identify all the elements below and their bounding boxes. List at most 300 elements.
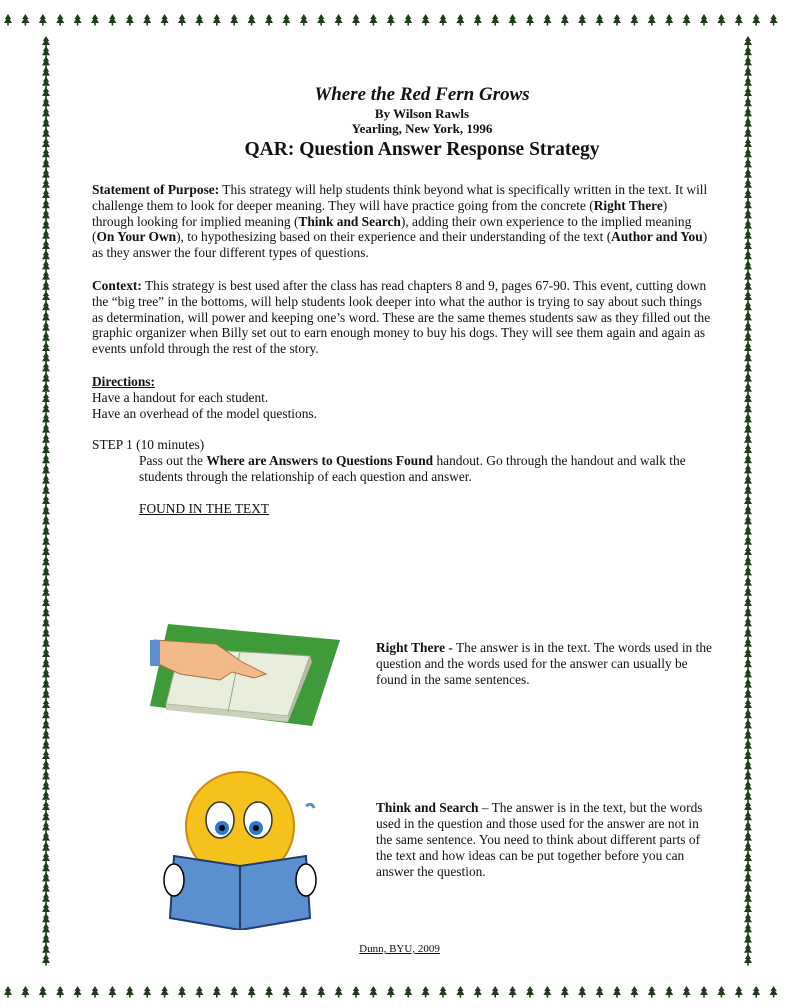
tree-icon	[42, 260, 50, 272]
tree-icon	[744, 138, 752, 150]
tree-icon	[42, 821, 50, 833]
tree-icon	[744, 719, 752, 731]
tree-icon	[744, 811, 752, 823]
tree-icon	[744, 903, 752, 915]
tree-icon	[42, 679, 50, 691]
tree-icon	[42, 220, 50, 232]
tree-icon	[42, 128, 50, 140]
purpose-text-1: This strategy will help students think beyond what is specifically written in the text. It will challenge them to look for deeper meaning. They will have practice going from the concrete (	[92, 182, 708, 213]
tree-icon	[744, 485, 752, 497]
tree-icon	[744, 393, 752, 405]
tree-icon	[317, 986, 325, 998]
tree-icon	[42, 322, 50, 334]
tree-icon	[42, 597, 50, 609]
tree-icon	[42, 689, 50, 701]
purpose-text-2: ) through looking for implied meaning (	[92, 197, 668, 229]
tree-icon	[42, 209, 50, 221]
tree-icon	[596, 14, 604, 26]
tree-icon	[744, 240, 752, 252]
tree-icon	[56, 986, 64, 998]
author-byline: By Wilson Rawls	[374, 106, 470, 121]
tree-icon	[42, 230, 50, 242]
tree-icon	[42, 536, 50, 548]
tree-icon	[42, 271, 50, 283]
tree-icon	[335, 14, 343, 26]
tree-icon	[282, 14, 290, 26]
tree-icon	[744, 424, 752, 436]
tree-icon	[42, 709, 50, 721]
tree-icon	[42, 556, 50, 568]
tree-icon	[744, 577, 752, 589]
tree-icon	[42, 903, 50, 915]
tree-icon	[744, 56, 752, 68]
tree-icon	[230, 14, 238, 26]
tree-icon	[369, 986, 377, 998]
tree-icon	[42, 107, 50, 119]
tree-icon	[543, 986, 551, 998]
tree-icon	[42, 383, 50, 395]
tree-icon	[665, 986, 673, 998]
tree-icon	[42, 393, 50, 405]
tree-icon	[42, 250, 50, 262]
tree-icon	[648, 14, 656, 26]
tree-icon	[42, 505, 50, 517]
tree-icon	[630, 14, 638, 26]
step-1-text-1: Pass out the	[139, 453, 207, 469]
tree-icon	[744, 169, 752, 181]
tree-icon	[42, 169, 50, 181]
tree-icon	[700, 986, 708, 998]
tree-icon	[42, 842, 50, 854]
tree-icon	[42, 424, 50, 436]
tree-icon	[42, 730, 50, 742]
tree-icon	[744, 781, 752, 793]
tree-icon	[744, 464, 752, 476]
tree-icon	[744, 189, 752, 201]
tree-icon	[474, 14, 482, 26]
right-there-text: The answer is in the text. The words used in the question and the words used for the answer can usually be found in the same sentences.	[376, 640, 712, 687]
tree-icon	[42, 638, 50, 650]
tree-icon	[744, 311, 752, 323]
tree-icon	[578, 14, 586, 26]
tree-icon	[42, 668, 50, 680]
tree-icon	[744, 628, 752, 640]
purpose-label: Statement of Purpose:	[92, 182, 220, 197]
tree-icon	[744, 158, 752, 170]
tree-icon	[42, 281, 50, 293]
tree-icon	[422, 14, 430, 26]
tree-icon	[613, 986, 621, 998]
tree-icon	[42, 464, 50, 476]
context-paragraph	[92, 278, 712, 357]
purpose-author-and-you: Author and You	[611, 229, 703, 245]
tree-icon	[42, 577, 50, 589]
tree-icon	[42, 485, 50, 497]
tree-icon	[744, 597, 752, 609]
purpose-on-your-own: On Your Own	[96, 229, 177, 245]
tree-icon	[143, 986, 151, 998]
tree-icon	[108, 14, 116, 26]
tree-icon	[42, 607, 50, 619]
tree-icon	[352, 14, 360, 26]
tree-icon	[744, 842, 752, 854]
tree-icon	[178, 986, 186, 998]
tree-icon	[248, 14, 256, 26]
tree-icon	[42, 352, 50, 364]
tree-icon	[265, 986, 273, 998]
tree-icon	[317, 14, 325, 26]
tree-icon	[491, 986, 499, 998]
tree-icon	[744, 46, 752, 58]
tree-icon	[91, 14, 99, 26]
tree-icon	[265, 14, 273, 26]
tree-icon	[648, 986, 656, 998]
tree-icon	[744, 97, 752, 109]
tree-icon	[42, 852, 50, 864]
tree-icon	[300, 14, 308, 26]
tree-icon	[42, 515, 50, 527]
tree-icon	[744, 413, 752, 425]
tree-icon	[744, 199, 752, 211]
tree-icon	[744, 770, 752, 782]
tree-icon	[744, 250, 752, 262]
tree-icon	[42, 781, 50, 793]
tree-icon	[744, 260, 752, 272]
tree-icon	[744, 760, 752, 772]
tree-icon	[561, 986, 569, 998]
tree-icon	[744, 709, 752, 721]
tree-icon	[178, 14, 186, 26]
tree-icon	[744, 546, 752, 558]
tree-icon	[42, 291, 50, 303]
tree-icon	[744, 332, 752, 344]
tree-icon	[596, 986, 604, 998]
tree-icon	[195, 986, 203, 998]
tree-icon	[744, 362, 752, 374]
tree-icon	[42, 475, 50, 487]
tree-icon	[744, 954, 752, 966]
tree-icon	[42, 56, 50, 68]
tree-icon	[561, 14, 569, 26]
tree-icon	[744, 587, 752, 599]
tree-icon	[744, 281, 752, 293]
tree-icon	[42, 240, 50, 252]
tree-icon	[42, 67, 50, 79]
directions-line-1: Have a handout for each student.	[92, 389, 269, 405]
tree-border-bottom	[0, 976, 799, 1008]
tree-icon	[683, 14, 691, 26]
directions-heading: Directions:	[92, 373, 155, 389]
tree-icon	[42, 444, 50, 456]
tree-icon	[744, 230, 752, 242]
context-text: This strategy is best used after the class has read chapters 8 and 9, pages 67-90. This event, cutting down the “big tree” in the bottoms, will help students look deeper into what the author is trying to say about such things as determination, will power and keeping one’s word. These are the same themes students saw as they filled out the graphic organizer when Billy set out to earn enough money to buy his dogs. They will see them again and again as events unfold through the rest of the story.	[92, 277, 711, 357]
tree-icon	[744, 352, 752, 364]
tree-icon	[744, 638, 752, 650]
tree-icon	[42, 913, 50, 925]
tree-icon	[744, 607, 752, 619]
tree-icon	[387, 986, 395, 998]
tree-icon	[744, 434, 752, 446]
tree-icon	[744, 148, 752, 160]
step-1-instructions	[92, 453, 712, 485]
tree-icon	[744, 454, 752, 466]
tree-icon	[143, 14, 151, 26]
tree-icon	[744, 179, 752, 191]
tree-icon	[42, 301, 50, 313]
tree-icon	[543, 14, 551, 26]
tree-icon	[744, 821, 752, 833]
publisher-line: Yearling, New York, 1996	[351, 121, 493, 136]
tree-icon	[42, 97, 50, 109]
context-label: Context:	[92, 277, 142, 293]
tree-icon	[744, 913, 752, 925]
tree-icon	[744, 617, 752, 629]
tree-icon	[744, 67, 752, 79]
tree-icon	[474, 986, 482, 998]
right-there-description	[376, 640, 716, 688]
tree-icon	[439, 986, 447, 998]
tree-icon	[717, 14, 725, 26]
right-there-label: Right There -	[376, 640, 453, 655]
directions-line-2: Have an overhead of the model questions.	[92, 405, 317, 421]
tree-icon	[248, 986, 256, 998]
tree-icon	[744, 740, 752, 752]
tree-icon	[91, 986, 99, 998]
tree-icon	[744, 801, 752, 813]
tree-icon	[717, 986, 725, 998]
tree-icon	[42, 179, 50, 191]
tree-icon	[42, 546, 50, 558]
tree-icon	[744, 383, 752, 395]
tree-icon	[404, 986, 412, 998]
tree-icon	[439, 14, 447, 26]
tree-icon	[300, 986, 308, 998]
tree-icon	[744, 475, 752, 487]
tree-icon	[42, 699, 50, 711]
smiley-reading-illustration	[160, 770, 320, 930]
tree-icon	[744, 679, 752, 691]
tree-icon	[456, 14, 464, 26]
tree-icon	[744, 872, 752, 884]
tree-icon	[369, 14, 377, 26]
tree-icon	[42, 893, 50, 905]
tree-icon	[42, 158, 50, 170]
tree-icon	[42, 77, 50, 89]
tree-icon	[56, 14, 64, 26]
tree-icon	[422, 986, 430, 998]
tree-icon	[42, 719, 50, 731]
tree-icon	[213, 986, 221, 998]
tree-icon	[526, 986, 534, 998]
tree-icon	[509, 14, 517, 26]
tree-icon	[42, 760, 50, 772]
tree-icon	[578, 986, 586, 998]
tree-icon	[744, 893, 752, 905]
tree-icon	[42, 311, 50, 323]
tree-icon	[744, 403, 752, 415]
tree-icon	[42, 832, 50, 844]
tree-icon	[42, 36, 50, 48]
tree-icon	[42, 923, 50, 935]
tree-icon	[42, 148, 50, 160]
tree-icon	[744, 730, 752, 742]
purpose-right-there: Right There	[593, 197, 663, 213]
tree-icon	[744, 373, 752, 385]
tree-icon	[161, 14, 169, 26]
tree-icon	[126, 14, 134, 26]
tree-icon	[42, 791, 50, 803]
purpose-text-4: ), to hypothesizing based on their experience and their understanding of the text (	[176, 229, 612, 245]
tree-icon	[491, 14, 499, 26]
think-search-text: – The answer is in the text, but the words used in the question and those used for the answer are not in the same sentence. You need to think about different parts of the text and how ideas can be put together before you can answer the question.	[376, 800, 703, 879]
strategy-title: QAR: Question Answer Response Strategy	[244, 139, 600, 160]
tree-icon	[456, 986, 464, 998]
tree-icon	[74, 14, 82, 26]
tree-icon	[744, 36, 752, 48]
tree-icon	[509, 986, 517, 998]
step-1-section	[92, 437, 712, 516]
tree-icon	[744, 668, 752, 680]
tree-icon	[42, 740, 50, 752]
tree-icon	[42, 454, 50, 466]
tree-icon	[42, 811, 50, 823]
tree-icon	[42, 434, 50, 446]
tree-icon	[744, 301, 752, 313]
tree-icon	[42, 199, 50, 211]
tree-icon	[42, 138, 50, 150]
tree-icon	[42, 118, 50, 130]
tree-icon	[744, 832, 752, 844]
tree-border-left	[0, 0, 52, 1008]
tree-icon	[630, 986, 638, 998]
tree-icon	[42, 189, 50, 201]
tree-icon	[42, 954, 50, 966]
tree-icon	[744, 791, 752, 803]
tree-icon	[42, 413, 50, 425]
tree-icon	[526, 14, 534, 26]
tree-icon	[744, 883, 752, 895]
tree-icon	[42, 658, 50, 670]
tree-icon	[42, 526, 50, 538]
tree-icon	[108, 986, 116, 998]
step-1-text-2: handout. Go through the handout and walk the students through the relationship of each question and answer.	[139, 453, 686, 484]
title-block	[92, 84, 712, 162]
tree-icon	[42, 403, 50, 415]
footer-credit-text: Dunn, BYU, 2009	[359, 943, 440, 955]
document-body	[92, 84, 712, 517]
tree-icon	[42, 46, 50, 58]
tree-icon	[744, 291, 752, 303]
directions-section	[92, 374, 712, 421]
tree-icon	[744, 689, 752, 701]
think-search-description	[376, 800, 716, 880]
tree-icon	[42, 332, 50, 344]
tree-icon	[42, 566, 50, 578]
tree-icon	[700, 14, 708, 26]
tree-icon	[744, 118, 752, 130]
tree-icon	[42, 883, 50, 895]
tree-icon	[744, 566, 752, 578]
tree-icon	[744, 648, 752, 660]
tree-icon	[42, 750, 50, 762]
book-title: Where the Red Fern Grows	[314, 84, 530, 105]
tree-icon	[744, 77, 752, 89]
tree-icon	[213, 14, 221, 26]
tree-icon	[42, 362, 50, 374]
book-hand-illustration	[150, 618, 350, 730]
tree-icon	[42, 342, 50, 354]
tree-icon	[42, 648, 50, 660]
tree-icon	[42, 628, 50, 640]
tree-border-top	[0, 0, 799, 36]
tree-icon	[42, 495, 50, 507]
purpose-text-5: ) as they answer the four different types of questions.	[92, 229, 708, 261]
tree-icon	[665, 14, 673, 26]
footer-credit	[0, 943, 799, 955]
tree-icon	[42, 872, 50, 884]
tree-icon	[126, 986, 134, 998]
tree-icon	[74, 986, 82, 998]
tree-icon	[387, 14, 395, 26]
tree-icon	[744, 923, 752, 935]
tree-icon	[42, 373, 50, 385]
purpose-think-search: Think and Search	[298, 213, 401, 229]
tree-icon	[404, 14, 412, 26]
tree-icon	[744, 515, 752, 527]
purpose-text-3: ), adding their own experience to the implied meaning (	[92, 213, 692, 245]
tree-icon	[744, 209, 752, 221]
tree-icon	[42, 587, 50, 599]
tree-icon	[744, 220, 752, 232]
tree-border-right	[742, 0, 799, 1008]
tree-icon	[744, 107, 752, 119]
tree-icon	[42, 617, 50, 629]
tree-icon	[744, 699, 752, 711]
tree-icon	[744, 322, 752, 334]
tree-icon	[42, 862, 50, 874]
step-1-heading: STEP 1 (10 minutes)	[92, 437, 205, 453]
tree-icon	[282, 986, 290, 998]
tree-icon	[744, 862, 752, 874]
tree-icon	[744, 536, 752, 548]
tree-icon	[744, 750, 752, 762]
tree-icon	[195, 14, 203, 26]
step-1-handout-name: Where are Answers to Questions Found	[206, 453, 434, 469]
found-in-text-heading: FOUND IN THE TEXT	[139, 500, 270, 516]
tree-icon	[161, 986, 169, 998]
tree-icon	[744, 342, 752, 354]
tree-icon	[42, 87, 50, 99]
tree-icon	[230, 986, 238, 998]
think-search-label: Think and Search	[376, 800, 479, 815]
tree-icon	[744, 505, 752, 517]
tree-icon	[744, 526, 752, 538]
tree-icon	[335, 986, 343, 998]
tree-icon	[42, 801, 50, 813]
tree-icon	[744, 658, 752, 670]
tree-icon	[744, 87, 752, 99]
tree-icon	[744, 852, 752, 864]
tree-icon	[744, 495, 752, 507]
tree-icon	[744, 128, 752, 140]
tree-icon	[744, 556, 752, 568]
tree-icon	[352, 986, 360, 998]
tree-icon	[744, 271, 752, 283]
tree-icon	[613, 14, 621, 26]
tree-icon	[744, 444, 752, 456]
tree-icon	[683, 986, 691, 998]
statement-of-purpose	[92, 182, 712, 261]
